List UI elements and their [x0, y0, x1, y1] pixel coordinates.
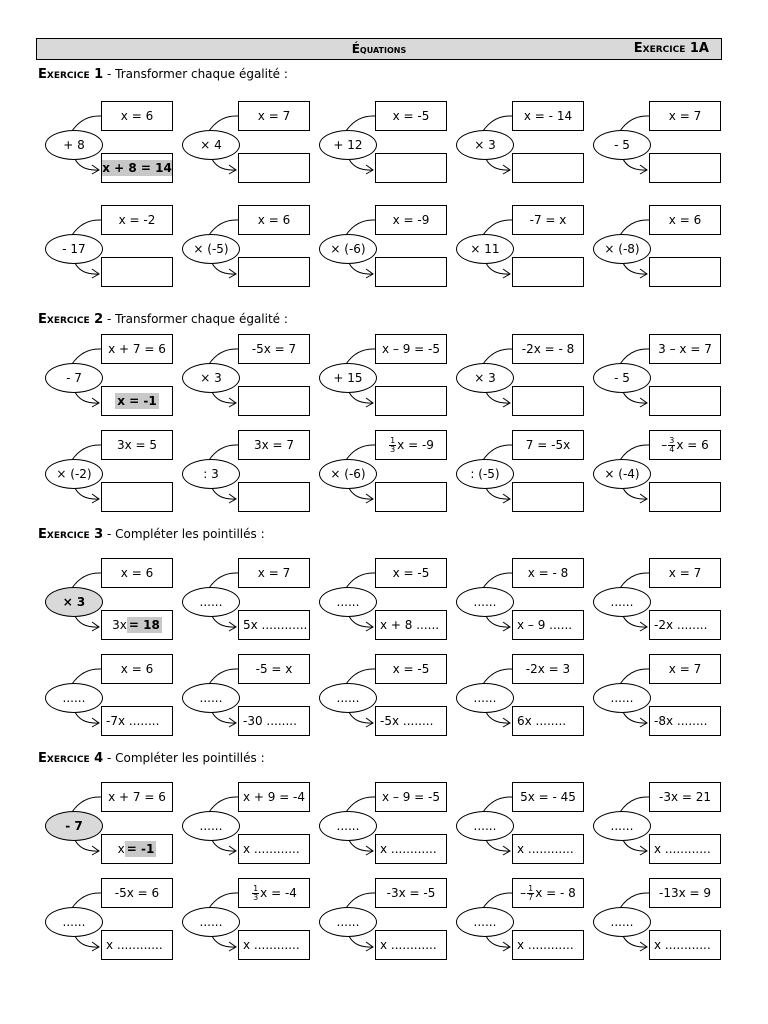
- answer-highlight: = 18: [128, 618, 160, 632]
- ex1-item: [456, 101, 594, 187]
- answer-input-box[interactable]: [375, 153, 447, 183]
- equation-box: -13x = 9: [649, 878, 721, 908]
- answer-input-box[interactable]: [238, 153, 310, 183]
- ex2-item: [182, 430, 320, 516]
- ex4-item: [593, 782, 731, 868]
- ex3-item: [593, 654, 731, 740]
- operation-ellipse[interactable]: ......: [182, 907, 240, 937]
- fraction: [527, 885, 534, 902]
- operation-ellipse: - 7: [45, 363, 103, 393]
- answer-input-box[interactable]: [375, 257, 447, 287]
- fraction-denominator: 3: [253, 892, 259, 902]
- fraction-denominator: 7: [528, 892, 534, 902]
- section-title-ex2: [38, 312, 288, 327]
- ex3-item: [45, 654, 183, 740]
- operation-ellipse[interactable]: ......: [456, 811, 514, 841]
- equation-box: x – 9 = -5: [375, 782, 447, 812]
- equation-box: x – 9 = -5: [375, 334, 447, 364]
- ex4-item: [182, 782, 320, 868]
- equation-box: -3x = -5: [375, 878, 447, 908]
- equation-box: -3x = 21: [649, 782, 721, 812]
- fraction-denominator: 3: [390, 444, 396, 454]
- answer-input-box[interactable]: [649, 153, 721, 183]
- answer-input-box[interactable]: x ............: [512, 930, 584, 960]
- equation-box: x = 6: [649, 205, 721, 235]
- operation-ellipse: - 5: [593, 130, 651, 160]
- section-label: Exercice 3: [38, 527, 104, 542]
- answer-input-box[interactable]: [512, 153, 584, 183]
- ex3-item: [456, 654, 594, 740]
- fraction-numerator: 1: [390, 435, 396, 445]
- ex4-item: [456, 878, 594, 964]
- equation-box: [238, 878, 310, 908]
- answer-input-box[interactable]: x ............: [375, 834, 447, 864]
- operation-ellipse: : (-5): [456, 459, 514, 489]
- ex3-item: [182, 654, 320, 740]
- ex4-item: [456, 782, 594, 868]
- operation-ellipse[interactable]: ......: [45, 683, 103, 713]
- section-instruction: - Compléter les pointillés :: [103, 527, 265, 541]
- answer-input-box[interactable]: x ............: [512, 834, 584, 864]
- section-instruction: - Compléter les pointillés :: [103, 751, 265, 765]
- equation-box: x + 7 = 6: [101, 782, 173, 812]
- answer-input-box[interactable]: [512, 482, 584, 512]
- operation-ellipse: + 12: [319, 130, 377, 160]
- equation-box: x + 7 = 6: [101, 334, 173, 364]
- ex1-item: [593, 205, 731, 291]
- operation-ellipse[interactable]: ......: [182, 811, 240, 841]
- answer-input-box[interactable]: 5x ............: [238, 610, 310, 640]
- equation-box: -5x = 7: [238, 334, 310, 364]
- equation-box: x = 7: [649, 558, 721, 588]
- ex1-item: [182, 101, 320, 187]
- equation-sign: –: [520, 886, 527, 900]
- answer-input-box[interactable]: x ............: [238, 834, 310, 864]
- equation-sign: –: [661, 438, 668, 452]
- operation-ellipse: + 8: [45, 130, 103, 160]
- equation-box: 5x = - 45: [512, 782, 584, 812]
- fraction-numerator: 1: [253, 883, 259, 893]
- ex4-item: [319, 782, 457, 868]
- exercise-code: Exercice 1A: [633, 41, 709, 56]
- fraction-denominator: 4: [669, 444, 675, 454]
- fraction: [252, 885, 259, 902]
- ex1-item: [319, 101, 457, 187]
- answer-input-box[interactable]: [375, 482, 447, 512]
- operation-ellipse: × (-6): [319, 234, 377, 264]
- answer-input-box[interactable]: -7x ........: [101, 706, 173, 736]
- equation-box: x + 9 = -4: [238, 782, 310, 812]
- operation-ellipse: × (-4): [593, 459, 651, 489]
- answer-box: [101, 386, 173, 416]
- equation-box: x = -5: [375, 101, 447, 131]
- equation-box: x = -5: [375, 654, 447, 684]
- answer-input-box[interactable]: [512, 257, 584, 287]
- equation-box: x = 6: [101, 654, 173, 684]
- answer-input-box[interactable]: 6x ........: [512, 706, 584, 736]
- ex1-item: [456, 205, 594, 291]
- operation-ellipse: × 3: [456, 130, 514, 160]
- answer-box: [101, 610, 173, 640]
- equation-box: x = 6: [101, 558, 173, 588]
- fraction-numerator: 1: [528, 883, 534, 893]
- ex2-item: [593, 430, 731, 516]
- ex3-item: [319, 558, 457, 644]
- fraction-numerator: 3: [669, 435, 675, 445]
- ex1-item: [319, 205, 457, 291]
- ex4-item: [45, 782, 183, 868]
- equation-rest: x = -9: [397, 438, 434, 452]
- equation-box: -5 = x: [238, 654, 310, 684]
- equation-box: 3x = 5: [101, 430, 173, 460]
- ex2-item: [319, 430, 457, 516]
- ex3-item: [319, 654, 457, 740]
- operation-ellipse: - 7: [45, 811, 103, 841]
- equation-box: x = -2: [101, 205, 173, 235]
- equation-box: x = 7: [238, 558, 310, 588]
- ex3-item: [45, 558, 183, 644]
- answer-input-box[interactable]: [238, 386, 310, 416]
- fraction: [668, 437, 675, 454]
- answer-input-box[interactable]: [101, 482, 173, 512]
- equation-box: x = 7: [649, 654, 721, 684]
- equation-box: [375, 430, 447, 460]
- fraction: [389, 437, 396, 454]
- answer-prefix: 3x: [112, 618, 127, 632]
- answer-box: [101, 153, 173, 183]
- answer-input-box[interactable]: [101, 257, 173, 287]
- ex2-item: [456, 430, 594, 516]
- answer-highlight: = -1: [126, 842, 155, 856]
- answer-input-box[interactable]: [238, 482, 310, 512]
- equation-box: x = - 14: [512, 101, 584, 131]
- section-title-ex3: [38, 527, 265, 542]
- operation-ellipse: × (-6): [319, 459, 377, 489]
- equation-box: x = - 8: [512, 558, 584, 588]
- ex3-item: [593, 558, 731, 644]
- equation-rest: x = - 8: [535, 886, 576, 900]
- ex3-item: [456, 558, 594, 644]
- operation-ellipse[interactable]: ......: [456, 683, 514, 713]
- equation-box: -5x = 6: [101, 878, 173, 908]
- answer-prefix: x: [117, 842, 125, 856]
- equation-box: x = -9: [375, 205, 447, 235]
- section-label: Exercice 2: [38, 312, 104, 327]
- section-instruction: - Transformer chaque égalité :: [103, 312, 288, 326]
- ex3-item: [182, 558, 320, 644]
- ex1-item: [45, 205, 183, 291]
- answer-input-box[interactable]: [238, 257, 310, 287]
- section-instruction: - Transformer chaque égalité :: [103, 67, 288, 81]
- operation-ellipse: × (-8): [593, 234, 651, 264]
- answer-input-box[interactable]: [649, 482, 721, 512]
- operation-ellipse[interactable]: ......: [45, 907, 103, 937]
- answer-input-box[interactable]: [649, 257, 721, 287]
- answer-input-box[interactable]: -8x ........: [649, 706, 721, 736]
- equation-box: 3 – x = 7: [649, 334, 721, 364]
- operation-ellipse: × 4: [182, 130, 240, 160]
- answer-box: [101, 834, 173, 864]
- ex1-item: [45, 101, 183, 187]
- operation-ellipse: × 3: [45, 587, 103, 617]
- ex1-item: [593, 101, 731, 187]
- answer-input-box[interactable]: -5x ........: [375, 706, 447, 736]
- equation-box: -2x = - 8: [512, 334, 584, 364]
- answer-input-box[interactable]: -30 ........: [238, 706, 310, 736]
- operation-ellipse[interactable]: ......: [593, 683, 651, 713]
- operation-ellipse[interactable]: ......: [319, 587, 377, 617]
- operation-ellipse: × 3: [456, 363, 514, 393]
- operation-ellipse[interactable]: ......: [182, 587, 240, 617]
- answer-highlight: x = -1: [117, 394, 157, 408]
- operation-ellipse[interactable]: ......: [319, 811, 377, 841]
- operation-ellipse[interactable]: ......: [593, 811, 651, 841]
- operation-ellipse[interactable]: ......: [593, 907, 651, 937]
- operation-ellipse[interactable]: ......: [319, 907, 377, 937]
- answer-input-box[interactable]: -2x ........: [649, 610, 721, 640]
- operation-ellipse[interactable]: ......: [456, 587, 514, 617]
- answer-highlight: x + 8 = 14: [102, 161, 172, 175]
- operation-ellipse: - 5: [593, 363, 651, 393]
- equation-box: x = 6: [238, 205, 310, 235]
- answer-input-box[interactable]: x ............: [375, 930, 447, 960]
- operation-ellipse: : 3: [182, 459, 240, 489]
- ex1-item: [182, 205, 320, 291]
- operation-ellipse[interactable]: ......: [593, 587, 651, 617]
- operation-ellipse: × 11: [456, 234, 514, 264]
- ex4-item: [593, 878, 731, 964]
- answer-input-box[interactable]: x ............: [649, 834, 721, 864]
- ex2-item: [319, 334, 457, 420]
- answer-input-box[interactable]: x ............: [238, 930, 310, 960]
- answer-input-box[interactable]: [512, 386, 584, 416]
- ex4-item: [319, 878, 457, 964]
- equation-box: x = 7: [238, 101, 310, 131]
- equation-box: x = 7: [649, 101, 721, 131]
- operation-ellipse[interactable]: ......: [182, 683, 240, 713]
- answer-input-box[interactable]: x + 8 ......: [375, 610, 447, 640]
- operation-ellipse: × (-2): [45, 459, 103, 489]
- equation-box: x = 6: [101, 101, 173, 131]
- equation-box: x = -5: [375, 558, 447, 588]
- answer-input-box[interactable]: [375, 386, 447, 416]
- ex4-item: [182, 878, 320, 964]
- ex2-item: [456, 334, 594, 420]
- operation-ellipse: + 15: [319, 363, 377, 393]
- operation-ellipse: - 17: [45, 234, 103, 264]
- operation-ellipse: × 3: [182, 363, 240, 393]
- section-label: Exercice 4: [38, 751, 104, 766]
- equation-box: 3x = 7: [238, 430, 310, 460]
- section-label: Exercice 1: [38, 67, 104, 82]
- ex4-item: [45, 878, 183, 964]
- ex2-item: [45, 334, 183, 420]
- equation-rest: x = -4: [260, 886, 297, 900]
- page-title: Équations: [351, 42, 407, 56]
- answer-input-box[interactable]: x – 9 ......: [512, 610, 584, 640]
- operation-ellipse[interactable]: ......: [319, 683, 377, 713]
- ex2-item: [593, 334, 731, 420]
- equation-box: -2x = 3: [512, 654, 584, 684]
- equation-box: -7 = x: [512, 205, 584, 235]
- equation-box: 7 = -5x: [512, 430, 584, 460]
- ex2-item: [182, 334, 320, 420]
- section-title-ex4: [38, 751, 265, 766]
- operation-ellipse: × (-5): [182, 234, 240, 264]
- operation-ellipse[interactable]: ......: [456, 907, 514, 937]
- answer-input-box[interactable]: x ............: [101, 930, 173, 960]
- section-title-ex1: [38, 67, 288, 82]
- ex2-item: [45, 430, 183, 516]
- equation-box: [649, 430, 721, 460]
- answer-input-box[interactable]: x ............: [649, 930, 721, 960]
- page-header: [36, 38, 722, 60]
- equation-rest: x = 6: [676, 438, 709, 452]
- equation-box: [512, 878, 584, 908]
- answer-input-box[interactable]: [649, 386, 721, 416]
